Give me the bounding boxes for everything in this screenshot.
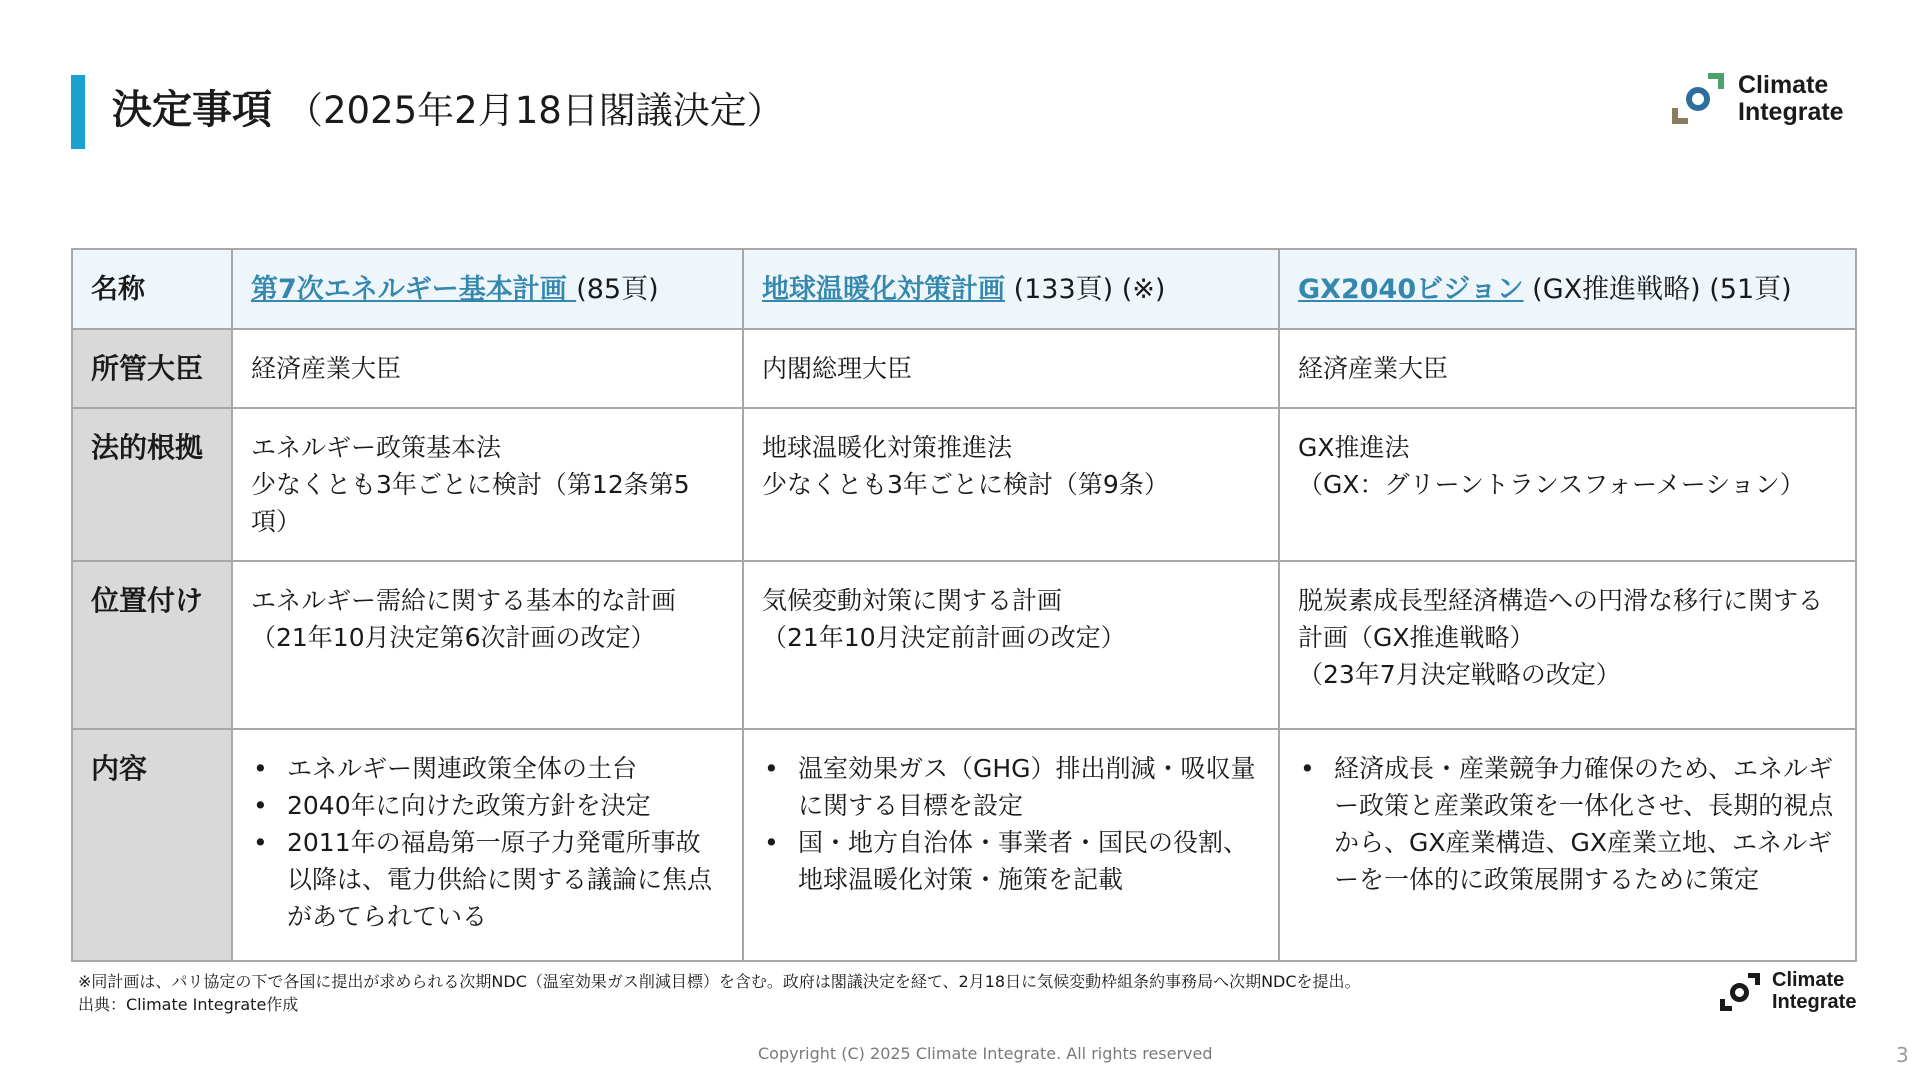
table-cell	[232, 408, 743, 561]
logo-wordmark	[1738, 72, 1844, 126]
list-item: • 国・地方自治体・事業者・国民の役割、地球温暖化対策・施策を記載	[798, 824, 1260, 898]
logo-line-1: Climate	[1738, 71, 1829, 99]
table-cell	[1279, 408, 1856, 561]
table-cell	[1279, 561, 1856, 729]
cell-line: （21年10月決定前計画の改定）	[762, 623, 1126, 652]
header-suffix: (85頁)	[576, 273, 659, 305]
table-row-legal-basis	[72, 408, 1856, 561]
row-label-positioning: 位置付け	[72, 561, 232, 729]
table-row-positioning	[72, 561, 1856, 729]
row-label-legal-basis: 法的根拠	[72, 408, 232, 561]
table-header-row	[72, 249, 1856, 329]
header-suffix: (133頁) (※)	[1005, 273, 1166, 305]
table-cell	[232, 561, 743, 729]
logo-line-1: Climate	[1772, 969, 1845, 992]
climate-integrate-logo-icon	[1718, 970, 1762, 1014]
table-cell	[743, 729, 1279, 961]
page-title-main: 決定事項	[112, 87, 272, 133]
row-label-minister: 所管大臣	[72, 329, 232, 408]
table-cell: 経済産業大臣	[1279, 329, 1856, 408]
table-cell	[743, 408, 1279, 561]
footnote	[78, 970, 1361, 1016]
header-cell-warming-plan	[743, 249, 1279, 329]
cell-line: エネルギー政策基本法	[251, 433, 502, 462]
climate-integrate-logo-icon	[1670, 70, 1728, 128]
copyright-text: Copyright (C) 2025 Climate Integrate. All rights reserved	[758, 1044, 1213, 1063]
cell-line: 少なくとも3年ごとに検討（第12条第5項）	[251, 470, 690, 536]
title-accent-bar	[71, 75, 85, 149]
bullet-list	[762, 750, 1260, 898]
logo-wordmark	[1772, 970, 1856, 1013]
cell-line: 少なくとも3年ごとに検討（第9条）	[762, 470, 1169, 499]
bullet-list	[251, 750, 724, 935]
list-item: • 経済成長・産業競争力確保のため、エネルギー政策と産業政策を一体化させ、長期的視点から、GX産業構造、GX産業立地、エネルギーを一体的に政策展開するために策定	[1334, 750, 1837, 898]
list-item: • 2040年に向けた政策方針を決定	[287, 787, 724, 824]
header-cell-energy-plan	[232, 249, 743, 329]
plans-comparison-table	[71, 248, 1857, 962]
cell-line: （GX：グリーントランスフォーメーション）	[1298, 470, 1805, 499]
logo-line-2: Integrate	[1738, 98, 1844, 126]
table-cell: 経済産業大臣	[232, 329, 743, 408]
footer-logo	[1718, 970, 1856, 1014]
logo-line-2: Integrate	[1772, 991, 1857, 1013]
list-item: • 温室効果ガス（GHG）排出削減・吸収量に関する目標を設定	[798, 750, 1260, 824]
table-row-content	[72, 729, 1856, 961]
header-suffix: (GX推進戦略) (51頁)	[1523, 273, 1792, 305]
footnote-note: ※同計画は、パリ協定の下で各国に提出が求められる次期NDC（温室効果ガス削減目標）を含む。政府は閣議決定を経て、2月18日に気候変動枠組条約事務局へ次期NDCを提出。	[78, 972, 1361, 991]
page-title	[112, 84, 784, 136]
table-cell	[1279, 729, 1856, 961]
list-item: • 2011年の福島第一原子力発電所事故以降は、電力供給に関する議論に焦点があてられている	[287, 824, 724, 935]
link-energy-basic-plan[interactable]: 第7次エネルギー基本計画	[251, 273, 577, 305]
table-cell: 内閣総理大臣	[743, 329, 1279, 408]
bullet-list	[1298, 750, 1837, 898]
list-item: • エネルギー関連政策全体の土台	[287, 750, 724, 787]
page-number: 3	[1896, 1043, 1909, 1067]
cell-line: （23年7月決定戦略の改定）	[1298, 660, 1621, 689]
row-label-name: 名称	[72, 249, 232, 329]
link-global-warming-plan[interactable]: 地球温暖化対策計画	[762, 273, 1005, 305]
cell-line: 脱炭素成長型経済構造への円滑な移行に関する計画（GX推進戦略）	[1298, 586, 1824, 652]
cell-line: （21年10月決定第6次計画の改定）	[251, 623, 656, 652]
table-cell	[232, 729, 743, 961]
header-cell-gx-vision	[1279, 249, 1856, 329]
cell-line: エネルギー需給に関する基本的な計画	[251, 586, 677, 615]
table-row-minister	[72, 329, 1856, 408]
page-subtitle: （2025年2月18日閣議決定）	[286, 89, 784, 132]
cell-line: GX推進法	[1298, 433, 1410, 462]
cell-line: 気候変動対策に関する計画	[762, 586, 1063, 615]
table-cell	[743, 561, 1279, 729]
row-label-content: 内容	[72, 729, 232, 961]
cell-line: 地球温暖化対策推進法	[762, 433, 1013, 462]
footnote-source: 出典：Climate Integrate作成	[78, 995, 299, 1014]
climate-integrate-logo	[1670, 70, 1844, 128]
link-gx2040-vision[interactable]: GX2040ビジョン	[1298, 273, 1524, 305]
